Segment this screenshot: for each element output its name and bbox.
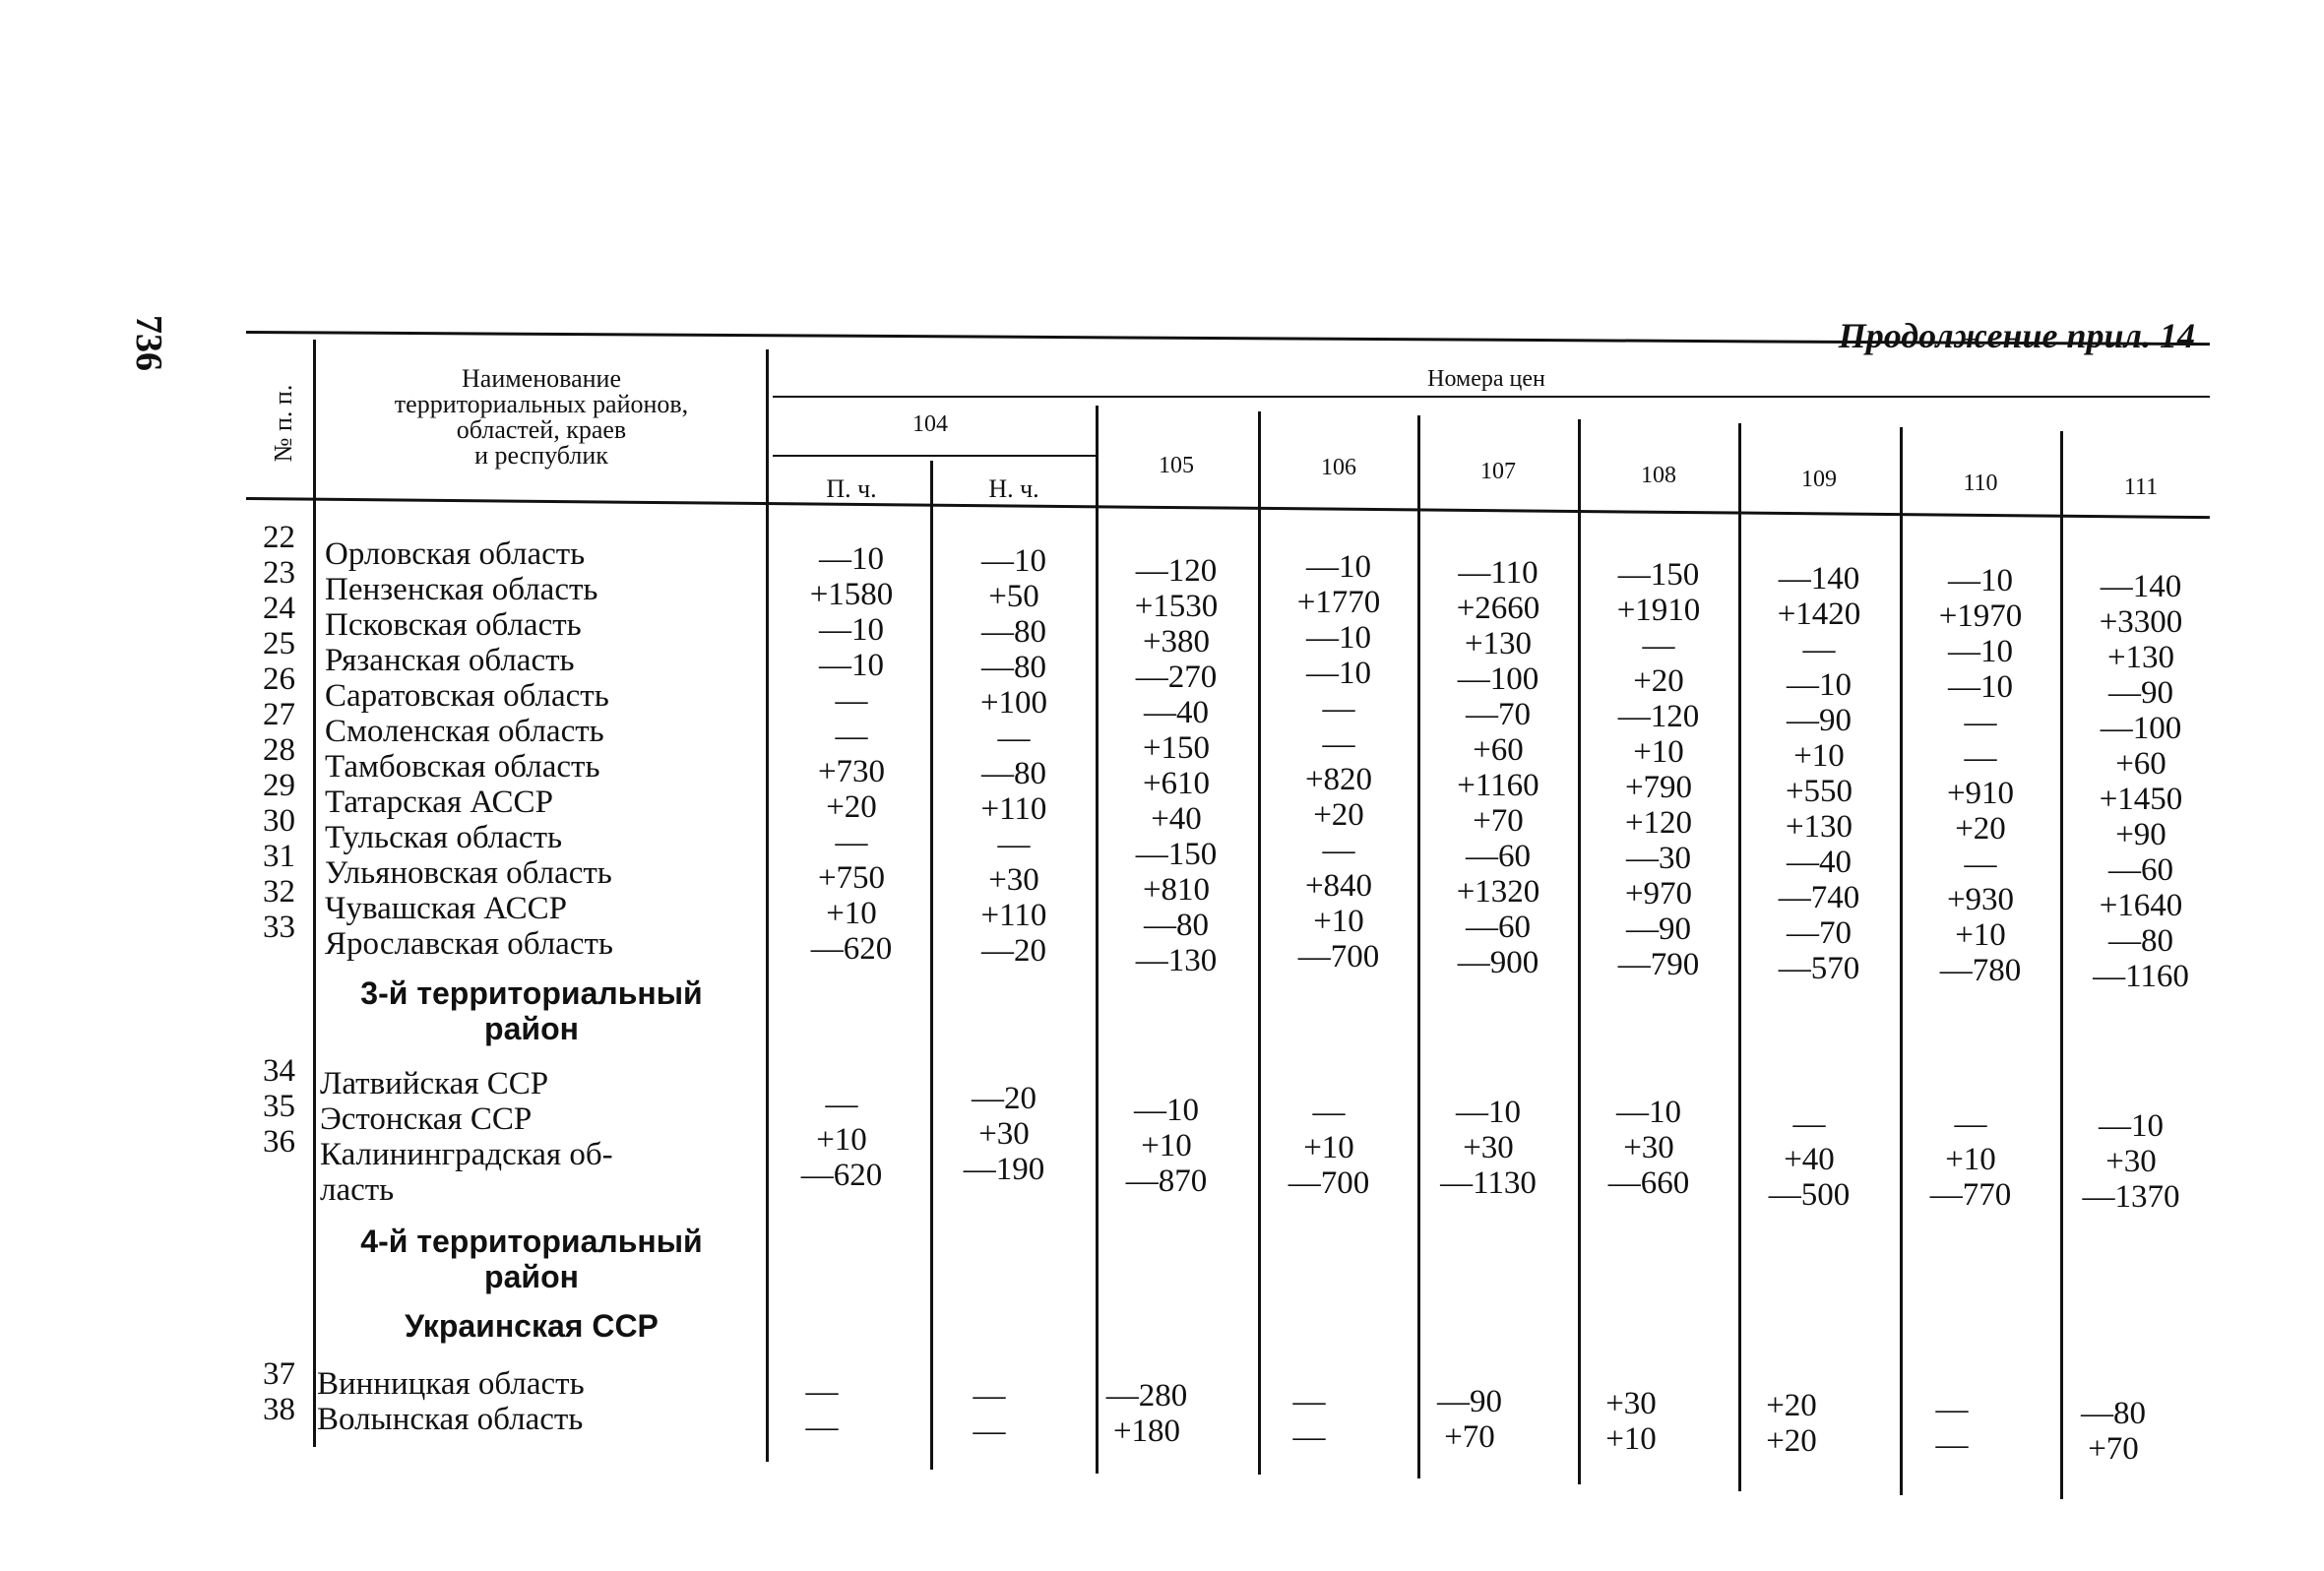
table-cell: —870 <box>1125 1163 1208 1199</box>
table-cell: 35 <box>263 1089 295 1124</box>
table-cell: — <box>1292 1384 1326 1419</box>
table-cell: +120 <box>1624 805 1693 841</box>
block2-col-104-nch <box>930 1081 1078 1187</box>
table-cell: —90 <box>1787 703 1852 738</box>
table-cell: —10 <box>1787 667 1852 703</box>
table-cell: 22 <box>263 520 295 555</box>
table-cell: +100 <box>979 685 1048 721</box>
table-cell: +730 <box>817 754 886 789</box>
table-cell: —1160 <box>2093 959 2189 994</box>
table-cell: —10 <box>1616 1095 1681 1130</box>
block1-col-107 <box>1424 555 1572 980</box>
table-cell: +40 <box>1151 801 1202 837</box>
table-cell: —10 <box>1948 563 2013 598</box>
table-cell: +550 <box>1785 774 1853 809</box>
block2-col-109 <box>1735 1106 1883 1213</box>
table-cell: — <box>1954 1106 1987 1142</box>
list-item: Латвийская ССР <box>320 1066 549 1101</box>
republic-title: Украинская ССР <box>405 1308 659 1344</box>
table-cell: —90 <box>2108 675 2173 711</box>
block2-col-110 <box>1897 1106 2044 1213</box>
table-cell: Рязанская область <box>325 643 575 678</box>
table-cell: —10 <box>1456 1095 1521 1130</box>
block1-col-106 <box>1265 549 1413 974</box>
table-cell: +10 <box>1793 738 1845 774</box>
table-cell: 34 <box>263 1053 295 1089</box>
header-col-106: 106 <box>1321 455 1356 480</box>
table-cell: —10 <box>1306 549 1371 585</box>
table-cell: Тамбовская область <box>325 749 600 785</box>
table-cell: 27 <box>263 697 295 732</box>
table-cell: +380 <box>1142 624 1211 660</box>
table-cell: Ярославская область <box>325 926 613 962</box>
table-cell: 23 <box>263 555 295 591</box>
table-cell: — <box>1802 632 1836 667</box>
block2-names <box>320 1066 723 1208</box>
table-cell: —280 <box>1105 1378 1188 1414</box>
header-col-109: 109 <box>1801 467 1837 492</box>
table-cell: —70 <box>1466 697 1531 732</box>
table-cell: +40 <box>1784 1142 1835 1177</box>
table-cell: Орловская область <box>325 536 586 572</box>
table-cell: — <box>835 683 868 719</box>
table-cell: +1770 <box>1296 585 1381 620</box>
table-cell: +810 <box>1142 872 1211 908</box>
vline-109 <box>1738 423 1741 1491</box>
table-cell: — <box>835 719 868 754</box>
table-cell: +20 <box>1313 797 1364 833</box>
header-bottom-rule <box>246 497 2210 519</box>
table-cell: —40 <box>1144 695 1209 730</box>
block3-numbers <box>238 1356 295 1427</box>
c104-rule <box>773 455 1098 457</box>
list-item: Калининградская об- <box>320 1137 613 1172</box>
table-cell: Винницкая область <box>317 1366 585 1402</box>
table-cell: Саратовская область <box>325 678 609 714</box>
table-cell: +2660 <box>1456 591 1540 626</box>
table-cell: +50 <box>988 579 1039 614</box>
table-cell: — <box>1964 847 1997 882</box>
table-cell: +10 <box>1303 1130 1354 1165</box>
table-cell: +1580 <box>809 577 894 612</box>
block1-col-104-pch <box>778 541 925 967</box>
block3-names <box>317 1366 721 1437</box>
table-cell: +10 <box>1633 734 1684 770</box>
block1-numbers <box>238 520 295 945</box>
header-col-111: 111 <box>2123 474 2159 500</box>
header-prices: Номера цен <box>1427 366 1545 392</box>
table-cell: +20 <box>1766 1423 1817 1459</box>
table-cell: —140 <box>1778 561 1860 597</box>
table-cell: +10 <box>1313 904 1364 939</box>
block2-col-111 <box>2057 1108 2205 1215</box>
table-cell: — <box>1322 691 1355 726</box>
vline-106 <box>1258 411 1261 1475</box>
block3-col-104-nch <box>915 1378 1063 1449</box>
block1-names <box>325 536 728 962</box>
table-cell: +30 <box>1605 1386 1657 1421</box>
table-cell: —570 <box>1778 951 1860 986</box>
table-cell: —110 <box>1458 555 1539 591</box>
vline-105 <box>1096 406 1099 1474</box>
table-cell: — <box>1964 740 1997 776</box>
table-cell: Смоленская область <box>325 714 604 749</box>
table-cell: +180 <box>1112 1414 1181 1449</box>
table-cell: +70 <box>1444 1419 1495 1455</box>
block1-col-111 <box>2067 569 2215 994</box>
table-cell: 29 <box>263 768 295 803</box>
table-cell: —190 <box>963 1152 1045 1187</box>
table-cell: Чувашская АССР <box>325 891 567 926</box>
table-cell: 38 <box>263 1392 295 1427</box>
table-cell: +150 <box>1142 730 1211 766</box>
table-cell: —100 <box>2100 711 2182 746</box>
table-cell: +1530 <box>1134 589 1219 624</box>
vline-110 <box>1900 427 1903 1495</box>
block2-col-108 <box>1575 1095 1723 1201</box>
table-cell: — <box>1642 628 1675 663</box>
table-cell: +30 <box>978 1116 1030 1152</box>
table-cell: +970 <box>1624 876 1693 911</box>
table-cell: —100 <box>1457 661 1539 697</box>
vline-108 <box>1578 419 1581 1484</box>
table-cell: —150 <box>1135 837 1218 872</box>
block1-col-104-nch <box>940 543 1088 969</box>
table-cell: 32 <box>263 874 295 910</box>
table-cell: —10 <box>1134 1093 1199 1128</box>
table-cell: — <box>835 825 868 860</box>
table-cell: +840 <box>1304 868 1373 904</box>
table-cell: —70 <box>1787 915 1852 951</box>
table-cell: +610 <box>1142 766 1211 801</box>
table-cell: —20 <box>981 933 1046 969</box>
table-cell: +930 <box>1946 882 2015 917</box>
table-cell: —80 <box>1144 908 1209 943</box>
table-cell: —120 <box>1617 699 1700 734</box>
table-cell: +1910 <box>1616 593 1701 628</box>
block2-col-107 <box>1414 1095 1562 1201</box>
block1-col-105 <box>1102 553 1250 978</box>
block3-col-108 <box>1557 1386 1705 1457</box>
table-cell: +130 <box>1464 626 1533 661</box>
table-cell: +820 <box>1304 762 1373 797</box>
table-cell: —620 <box>810 931 893 967</box>
table-cell: —120 <box>1135 553 1218 589</box>
header-col-110: 110 <box>1963 471 1998 496</box>
table-cell: 25 <box>263 626 295 661</box>
block3-col-106 <box>1235 1384 1383 1455</box>
table-cell: +110 <box>980 898 1047 933</box>
block2-col-105 <box>1093 1093 1240 1199</box>
header-col-105: 105 <box>1159 453 1194 478</box>
table-cell: —700 <box>1297 939 1380 974</box>
table-cell: +70 <box>1473 803 1524 839</box>
table-cell: +10 <box>1141 1128 1192 1163</box>
table-cell: +1450 <box>2099 782 2183 817</box>
table-cell: —790 <box>1617 947 1700 982</box>
block3-col-109 <box>1718 1388 1865 1459</box>
table-cell: +750 <box>817 860 886 896</box>
table-cell: —80 <box>981 650 1046 685</box>
table-cell: —620 <box>800 1158 883 1193</box>
block1-col-108 <box>1585 557 1732 982</box>
table-cell: Татарская АССР <box>325 785 553 820</box>
table-cell: —700 <box>1288 1165 1370 1201</box>
table-cell: +10 <box>816 1122 867 1158</box>
table-cell: +1970 <box>1938 598 2023 634</box>
table-cell: 37 <box>263 1356 295 1392</box>
table-cell: —60 <box>2108 852 2173 888</box>
table-cell: +30 <box>2105 1144 2157 1179</box>
table-cell: +20 <box>1955 811 2006 847</box>
table-cell: —660 <box>1607 1165 1690 1201</box>
table-cell: +10 <box>1605 1421 1657 1457</box>
table-cell: — <box>973 1378 1006 1414</box>
table-cell: — <box>1312 1095 1346 1130</box>
table-cell: —10 <box>1948 634 2013 669</box>
section-3-title: 3-й территориальный район <box>360 975 703 1046</box>
block1-col-109 <box>1745 561 1893 986</box>
table-cell: 31 <box>263 839 295 874</box>
list-item: Эстонская ССР <box>320 1101 533 1137</box>
table-cell: —140 <box>2100 569 2182 604</box>
table-cell: 26 <box>263 661 295 697</box>
table-cell: 30 <box>263 803 295 839</box>
table-cell: +10 <box>826 896 877 931</box>
table-cell: — <box>997 721 1031 756</box>
table-cell: +910 <box>1946 776 2015 811</box>
table-cell: +1420 <box>1777 597 1861 632</box>
table-cell: Псковская область <box>325 607 582 643</box>
table-cell: +20 <box>826 789 877 825</box>
table-cell: Волынская область <box>317 1402 584 1437</box>
section-4-title: 4-й территориальный район Украинская ССР <box>335 1223 728 1343</box>
block2-col-104-pch <box>768 1087 915 1193</box>
table-cell: +20 <box>1766 1388 1817 1423</box>
table-cell: —1130 <box>1440 1165 1537 1201</box>
table-cell: —150 <box>1617 557 1700 593</box>
table-cell: —30 <box>1626 841 1691 876</box>
table-cell: +3300 <box>2099 604 2183 640</box>
table-cell: —90 <box>1437 1384 1502 1419</box>
table-cell: — <box>997 827 1031 862</box>
table-cell: —60 <box>1466 839 1531 874</box>
block3-col-104-pch <box>748 1374 896 1445</box>
table-cell: +130 <box>2106 640 2175 675</box>
table-cell: —10 <box>2099 1108 2164 1144</box>
prices-header-rule <box>773 396 2210 398</box>
table-cell: Ульяновская область <box>325 855 612 891</box>
header-col-104: 104 <box>912 411 948 437</box>
table-cell: —90 <box>1626 911 1691 947</box>
table-cell: —130 <box>1135 943 1218 978</box>
table-cell: —10 <box>819 612 884 648</box>
table-cell: —80 <box>2081 1396 2146 1431</box>
table-cell: +110 <box>980 791 1047 827</box>
table-cell: —900 <box>1457 945 1539 980</box>
table-cell: — <box>1935 1427 1969 1463</box>
page-number: 736 <box>128 315 169 371</box>
table-cell: — <box>973 1414 1006 1449</box>
vline-name <box>766 349 769 1462</box>
table-cell: —780 <box>1939 953 2022 988</box>
table-cell: +70 <box>2088 1431 2139 1467</box>
table-cell: +30 <box>1463 1130 1514 1165</box>
block3-col-110 <box>1878 1392 2026 1463</box>
table-cell: 36 <box>263 1124 295 1160</box>
table-cell: — <box>1935 1392 1969 1427</box>
table-cell: +1320 <box>1456 874 1540 910</box>
table-cell: —270 <box>1135 660 1218 695</box>
list-item: ласть <box>320 1172 395 1208</box>
table-cell: —10 <box>1306 620 1371 656</box>
table-cell: 28 <box>263 732 295 768</box>
table-cell: — <box>1964 705 1997 740</box>
header-col-108: 108 <box>1641 463 1676 488</box>
table-cell: —1370 <box>2082 1179 2180 1215</box>
header-sub-pch: П. ч. <box>826 474 877 503</box>
table-cell: —500 <box>1768 1177 1851 1213</box>
table-cell: —740 <box>1778 880 1860 915</box>
table-cell: +30 <box>988 862 1039 898</box>
table-cell: —770 <box>1929 1177 2012 1213</box>
table-cell: —40 <box>1787 845 1852 880</box>
block2-col-106 <box>1255 1095 1403 1201</box>
table-cell: +20 <box>1633 663 1684 699</box>
table-cell: — <box>805 1374 839 1410</box>
table-cell: +60 <box>1473 732 1524 768</box>
table-cell: —80 <box>981 614 1046 650</box>
header-col-107: 107 <box>1480 459 1516 484</box>
block2-numbers <box>238 1053 295 1160</box>
block3-col-105 <box>1073 1378 1221 1449</box>
table-cell: +1160 <box>1457 768 1539 803</box>
table-cell: +10 <box>1945 1142 1996 1177</box>
table-cell: +10 <box>1955 917 2006 953</box>
table-cell: — <box>1322 726 1355 762</box>
table-cell: — <box>1792 1106 1826 1142</box>
table-cell: —80 <box>981 756 1046 791</box>
table-cell: +30 <box>1623 1130 1674 1165</box>
vline-104 <box>930 461 933 1470</box>
table-cell: +130 <box>1785 809 1853 845</box>
table-cell: —60 <box>1466 910 1531 945</box>
table-cell: —10 <box>981 543 1046 579</box>
table-cell: 24 <box>263 591 295 626</box>
table-cell: —10 <box>819 541 884 577</box>
continuation-title: Продолжение прил. 14 <box>1838 316 2195 355</box>
table-cell: +790 <box>1624 770 1693 805</box>
header-sub-nch: Н. ч. <box>988 474 1039 503</box>
header-region-name: Наименование территориальных районов, областей, краев и республик <box>394 364 689 470</box>
table-cell: +60 <box>2115 746 2167 782</box>
table-cell: —10 <box>1948 669 2013 705</box>
block3-col-111 <box>2040 1396 2187 1467</box>
table-cell: 33 <box>263 910 295 945</box>
table-cell: —10 <box>1306 656 1371 691</box>
table-cell: — <box>825 1087 858 1122</box>
table-cell: — <box>805 1410 839 1445</box>
vline-np <box>313 340 316 1447</box>
header-row-number: № п. п. <box>269 384 297 463</box>
table-cell: — <box>1292 1419 1326 1455</box>
vline-107 <box>1417 415 1420 1478</box>
table-cell: —10 <box>819 648 884 683</box>
table-cell: —20 <box>972 1081 1036 1116</box>
block3-col-107 <box>1396 1384 1543 1455</box>
table-cell: — <box>1322 833 1355 868</box>
table-cell: Пензенская область <box>325 572 598 607</box>
vline-111 <box>2060 431 2063 1499</box>
table-cell: Тульская область <box>325 820 563 855</box>
block1-col-110 <box>1907 563 2054 988</box>
table-cell: —80 <box>2108 923 2173 959</box>
table-cell: +1640 <box>2099 888 2183 923</box>
table-cell: +90 <box>2115 817 2167 852</box>
